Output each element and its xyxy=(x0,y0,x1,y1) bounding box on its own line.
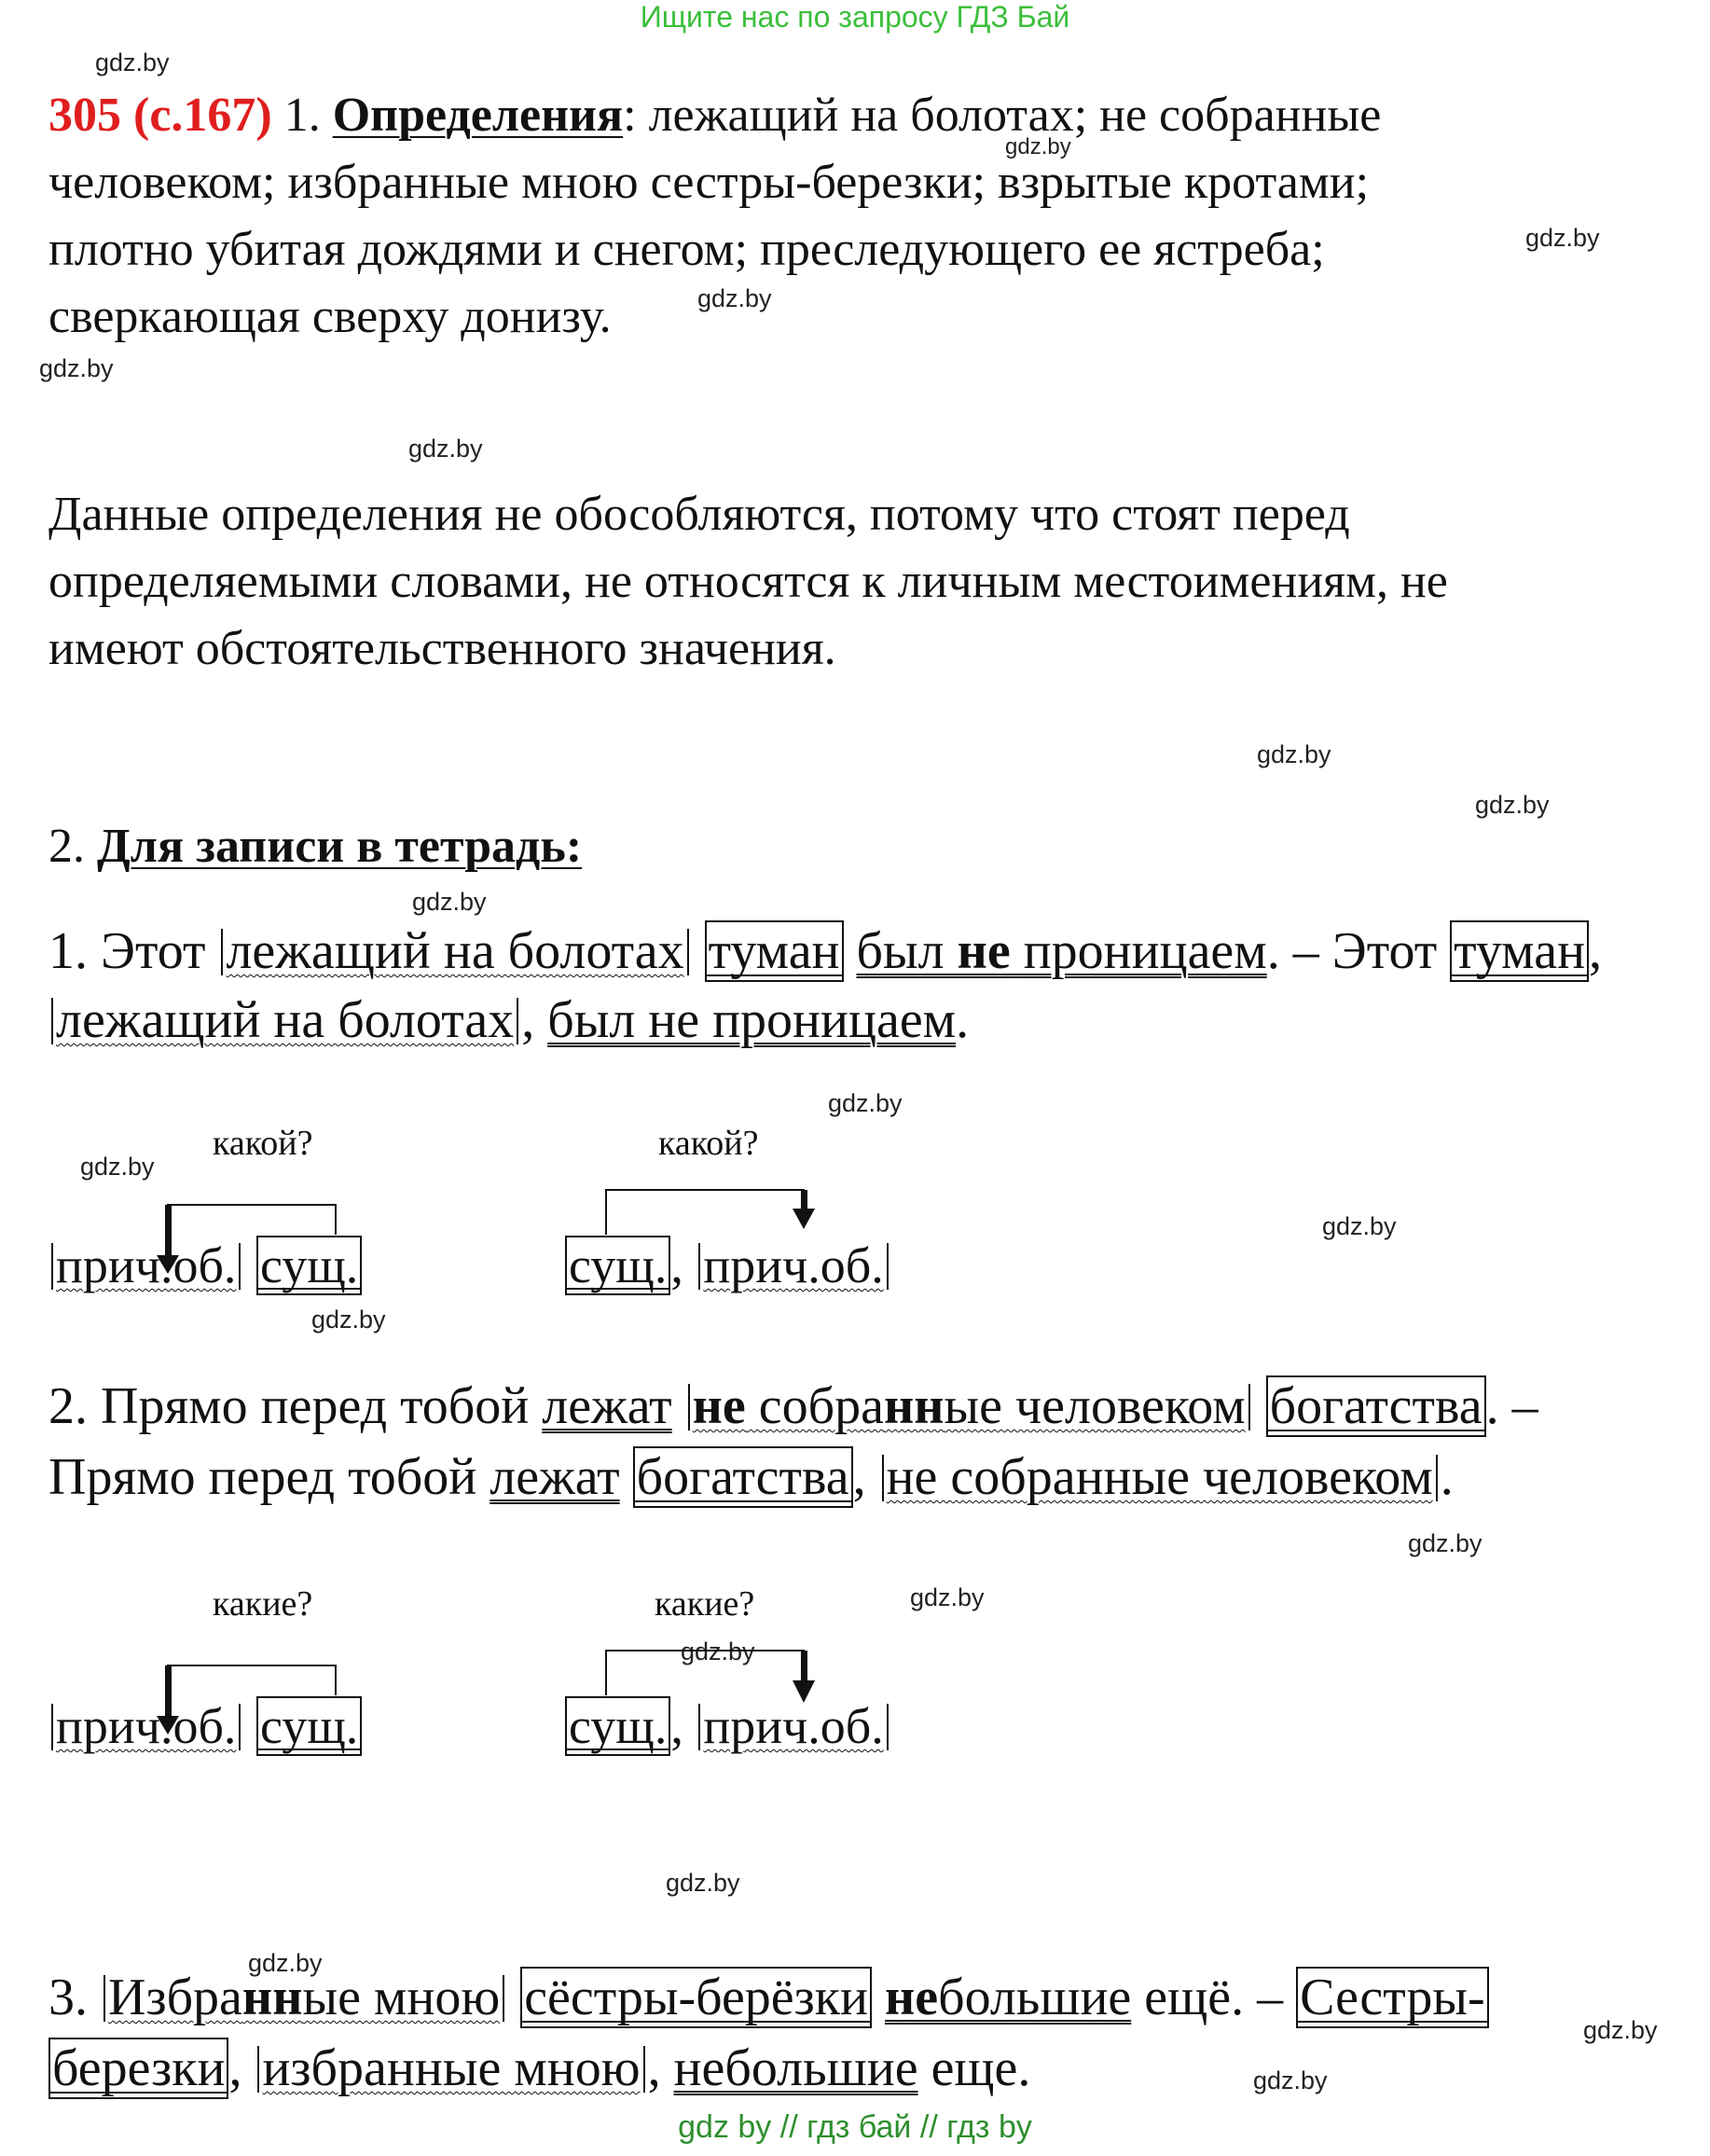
phrase-bracket xyxy=(257,2046,259,2093)
schema-left xyxy=(48,1697,362,1755)
arrow-line xyxy=(606,1190,804,1235)
phrase-bracket xyxy=(103,1975,105,2022)
definitions-label: Определения xyxy=(332,89,624,142)
part1-label: 1. xyxy=(283,89,321,142)
schema-noun: сущ. xyxy=(256,1696,362,1756)
watermark: gdz.by xyxy=(910,1583,985,1611)
phrase-bracket xyxy=(698,1243,700,1290)
explanation-line-3: имеют обстоятельственного значения. xyxy=(48,622,836,675)
ex1-start: 1. Этот xyxy=(48,922,206,980)
ex3-start: 3. xyxy=(48,1969,88,2026)
predicate: был не проницаем xyxy=(856,922,1267,980)
phrase-bracket xyxy=(51,1243,53,1290)
phrase-bracket xyxy=(882,1455,884,1501)
phrase-bracket xyxy=(643,2046,645,2093)
schema-noun: сущ. xyxy=(565,1696,670,1756)
watermark: gdz.by xyxy=(1408,1529,1482,1557)
watermark: gdz.by xyxy=(408,435,483,463)
watermark: gdz.by xyxy=(80,1153,155,1181)
watermark: gdz.by xyxy=(39,354,114,382)
participial-phrase: не собранные человеком xyxy=(692,1377,1246,1435)
participial-phrase: лежащий на болотах xyxy=(226,922,684,980)
watermark: gdz.by xyxy=(311,1306,386,1334)
participial-phrase: Избранные мною xyxy=(108,1969,501,2026)
watermark: gdz.by xyxy=(1475,791,1550,819)
watermark: gdz.by xyxy=(666,1869,740,1897)
watermark: gdz.by xyxy=(697,284,772,312)
schema-noun: сущ. xyxy=(256,1236,362,1295)
watermark: gdz.by xyxy=(95,48,170,76)
definitions-text: : лежащий на болотах; не собранные xyxy=(623,89,1382,142)
arrow-line xyxy=(606,1651,804,1695)
subject-noun: туман xyxy=(1450,920,1589,982)
task-line-3: плотно убитая дождями и снегом; преследующего ее ястреба; xyxy=(48,223,1325,276)
phrase-bracket xyxy=(1248,1384,1250,1430)
task-line-4: сверкающая сверху донизу. xyxy=(48,290,612,343)
participial-phrase: избранные мною xyxy=(262,2039,641,2097)
watermark: gdz.by xyxy=(412,888,487,916)
watermark: gdz.by xyxy=(1253,2066,1328,2094)
example-3-line-2: березки, избранные мною , небольшие еще. xyxy=(48,2039,1030,2098)
watermark: gdz.by xyxy=(1257,740,1331,768)
predicate: был не проницаем xyxy=(547,991,957,1049)
phrase-bracket xyxy=(1436,1455,1438,1501)
phrase-bracket xyxy=(887,1704,889,1750)
task-line-2: человеком; избранные мною сестры-березки; взрытые кротами; xyxy=(48,156,1370,209)
schema-participle: прич.об. xyxy=(56,1698,237,1754)
subject-noun: березки xyxy=(48,2038,228,2099)
explanation-line-2: определяемыми словами, не относятся к личным местоимениям, не xyxy=(48,555,1448,608)
predicate: лежат xyxy=(490,1448,620,1506)
watermark: gdz.by xyxy=(1525,224,1600,252)
predicate: лежат xyxy=(542,1377,672,1435)
subject-noun: богатства xyxy=(1266,1375,1486,1437)
subject-noun: Сестры- xyxy=(1296,1967,1489,2028)
example-3-line-1: 3. Избранные мною сёстры-берёзки небольшие ещё. – Сестры- xyxy=(48,1968,1489,2027)
arrow-head xyxy=(793,1209,815,1229)
example-1-line-2: лежащий на болотах , был не проницаем. xyxy=(48,990,969,1050)
predicate: небольшие xyxy=(673,2039,918,2097)
part2-title: Для записи в тетрадь: xyxy=(97,820,583,873)
schema-left xyxy=(48,1237,362,1294)
example-2-line-2: Прямо перед тобой лежат богатства, не собранные человеком . xyxy=(48,1448,1454,1506)
watermark: gdz.by xyxy=(681,1638,755,1665)
predicate: небольшие xyxy=(884,1969,1132,2026)
participial-phrase: лежащий на болотах xyxy=(56,991,515,1049)
question-label: какие? xyxy=(655,1584,755,1624)
schema-participle: прич.об. xyxy=(56,1237,237,1293)
example-2-line-1: 2. Прямо перед тобой лежат не собранные человеком богатства. – xyxy=(48,1377,1538,1435)
schema-noun: сущ. xyxy=(565,1236,670,1295)
phrase-bracket xyxy=(503,1975,504,2022)
question-label: какие? xyxy=(213,1584,313,1624)
watermark: gdz.by xyxy=(828,1089,903,1117)
participial-phrase: не собранные человеком xyxy=(886,1448,1433,1506)
schema-participle: прич.об. xyxy=(703,1237,884,1293)
part2-label: 2. xyxy=(48,820,85,873)
ex2-start: 2. Прямо перед тобой xyxy=(48,1377,530,1435)
phrase-bracket xyxy=(698,1704,700,1750)
watermark: gdz.by xyxy=(248,1949,323,1977)
watermark: gdz.by xyxy=(1322,1212,1397,1240)
subject-noun: туман xyxy=(705,920,844,982)
schema-right: сущ., прич.об. xyxy=(565,1697,891,1755)
schema-participle: прич.об. xyxy=(703,1698,884,1754)
phrase-bracket xyxy=(887,1243,889,1290)
top-banner: Ищите нас по запросу ГДЗ Бай xyxy=(640,0,1070,34)
subject-noun: сёстры-берёзки xyxy=(520,1967,872,2028)
question-label: какой? xyxy=(213,1124,313,1163)
subject-noun: богатства xyxy=(633,1446,853,1508)
example-1-line-1: 1. Этот лежащий на болотах туман был не проницаем. – Этот туман, xyxy=(48,922,1603,980)
question-label: какой? xyxy=(658,1124,759,1163)
task-number: 305 (с.167) xyxy=(48,89,272,142)
watermark: gdz.by xyxy=(1583,2016,1658,2044)
ex1-dash: . – Этот xyxy=(1266,922,1438,980)
phrase-bracket xyxy=(51,1704,53,1750)
phrase-bracket xyxy=(239,1243,241,1290)
explanation-line-1: Данные определения не обособляются, потому что стоят перед xyxy=(48,488,1350,541)
bottom-banner[interactable]: gdz by // гдз бай // гдз by xyxy=(678,2109,1032,2145)
schema-right: сущ., прич.об. xyxy=(565,1237,891,1294)
phrase-bracket xyxy=(239,1704,241,1750)
watermark: gdz.by xyxy=(1005,134,1071,159)
phrase-bracket xyxy=(688,1384,690,1430)
